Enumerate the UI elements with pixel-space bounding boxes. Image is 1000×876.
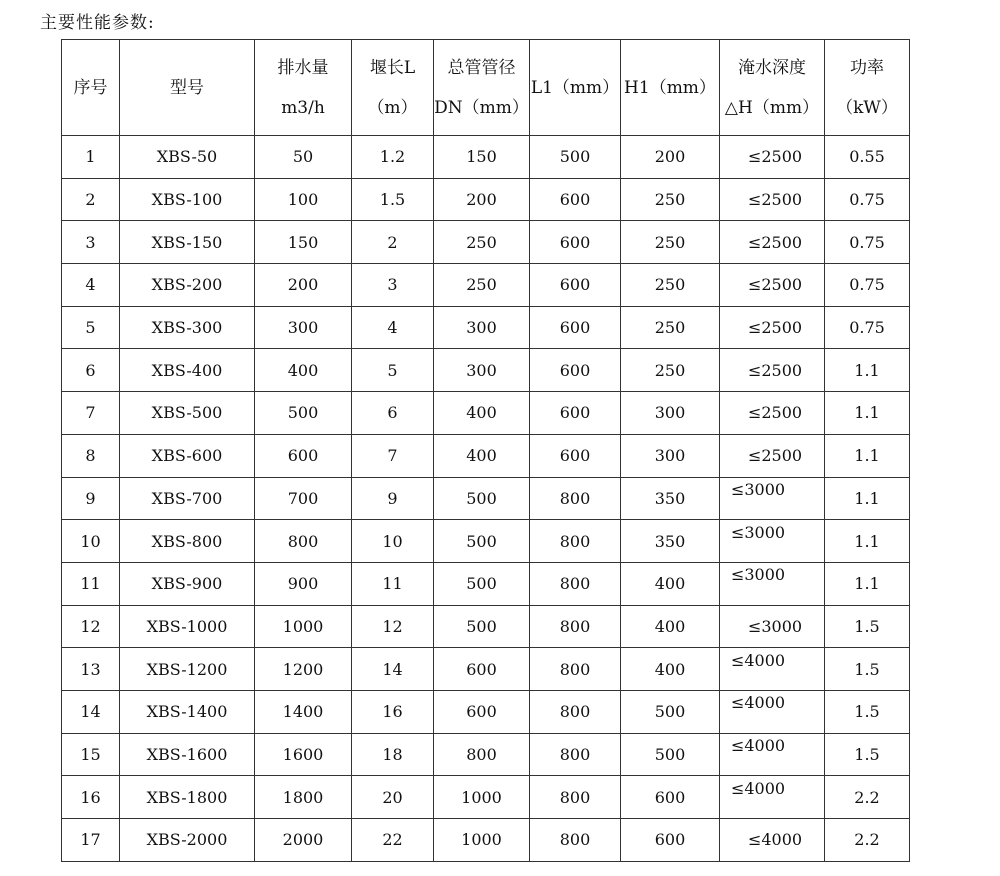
table-row xyxy=(62,648,910,691)
cell-h1: 600 xyxy=(621,776,720,819)
cell-no: 17 xyxy=(62,819,120,862)
cell-submerge-depth: ≤2500 xyxy=(720,349,825,392)
cell-submerge-depth: ≤4000 xyxy=(720,776,825,819)
header-l1: L1（mm） xyxy=(530,40,621,136)
cell-flow: 900 xyxy=(255,562,352,605)
cell-flow: 2000 xyxy=(255,819,352,862)
cell-no: 12 xyxy=(62,605,120,648)
cell-main-pipe-dn: 500 xyxy=(434,520,530,563)
table-row xyxy=(62,264,910,307)
cell-no: 3 xyxy=(62,221,120,264)
cell-model: XBS-400 xyxy=(120,349,255,392)
cell-l1: 600 xyxy=(530,221,621,264)
cell-weir-length: 14 xyxy=(352,648,434,691)
cell-h1: 250 xyxy=(621,178,720,221)
cell-power: 1.1 xyxy=(825,520,910,563)
cell-weir-length: 5 xyxy=(352,349,434,392)
cell-main-pipe-dn: 500 xyxy=(434,562,530,605)
cell-submerge-depth: ≤4000 xyxy=(720,648,825,691)
cell-weir-length: 20 xyxy=(352,776,434,819)
cell-h1: 250 xyxy=(621,306,720,349)
cell-weir-length: 18 xyxy=(352,733,434,776)
cell-power: 0.75 xyxy=(825,221,910,264)
cell-no: 8 xyxy=(62,434,120,477)
header-main-pipe-dn: 总管管径 DN（mm） xyxy=(434,40,530,136)
cell-flow: 150 xyxy=(255,221,352,264)
cell-submerge-depth: ≤2500 xyxy=(720,434,825,477)
cell-flow: 500 xyxy=(255,392,352,435)
table-row xyxy=(62,520,910,563)
table-row xyxy=(62,477,910,520)
cell-model: XBS-1200 xyxy=(120,648,255,691)
cell-l1: 800 xyxy=(530,690,621,733)
cell-power: 0.75 xyxy=(825,306,910,349)
cell-submerge-depth: ≤4000 xyxy=(720,733,825,776)
cell-h1: 250 xyxy=(621,349,720,392)
cell-main-pipe-dn: 300 xyxy=(434,306,530,349)
cell-weir-length: 4 xyxy=(352,306,434,349)
cell-main-pipe-dn: 600 xyxy=(434,648,530,691)
cell-flow: 600 xyxy=(255,434,352,477)
cell-model: XBS-900 xyxy=(120,562,255,605)
cell-l1: 500 xyxy=(530,136,621,179)
cell-weir-length: 10 xyxy=(352,520,434,563)
cell-flow: 400 xyxy=(255,349,352,392)
cell-submerge-depth: ≤2500 xyxy=(720,306,825,349)
performance-table xyxy=(61,39,910,862)
cell-model: XBS-50 xyxy=(120,136,255,179)
table-row xyxy=(62,434,910,477)
cell-model: XBS-1800 xyxy=(120,776,255,819)
cell-h1: 350 xyxy=(621,477,720,520)
cell-flow: 1000 xyxy=(255,605,352,648)
cell-main-pipe-dn: 250 xyxy=(434,221,530,264)
cell-h1: 600 xyxy=(621,819,720,862)
cell-no: 4 xyxy=(62,264,120,307)
cell-no: 9 xyxy=(62,477,120,520)
cell-power: 1.1 xyxy=(825,562,910,605)
cell-no: 14 xyxy=(62,690,120,733)
cell-flow: 1800 xyxy=(255,776,352,819)
cell-flow: 200 xyxy=(255,264,352,307)
cell-h1: 300 xyxy=(621,392,720,435)
cell-flow: 700 xyxy=(255,477,352,520)
table-row xyxy=(62,605,910,648)
cell-l1: 800 xyxy=(530,477,621,520)
cell-h1: 500 xyxy=(621,733,720,776)
cell-l1: 600 xyxy=(530,178,621,221)
cell-h1: 250 xyxy=(621,221,720,264)
cell-l1: 800 xyxy=(530,776,621,819)
cell-submerge-depth: ≤3000 xyxy=(720,605,825,648)
cell-weir-length: 9 xyxy=(352,477,434,520)
cell-l1: 800 xyxy=(530,605,621,648)
cell-submerge-depth: ≤4000 xyxy=(720,819,825,862)
cell-l1: 800 xyxy=(530,733,621,776)
cell-weir-length: 7 xyxy=(352,434,434,477)
cell-submerge-depth: ≤2500 xyxy=(720,221,825,264)
cell-flow: 300 xyxy=(255,306,352,349)
header-weir-length: 堰长L （m） xyxy=(352,40,434,136)
cell-no: 16 xyxy=(62,776,120,819)
cell-h1: 400 xyxy=(621,562,720,605)
cell-main-pipe-dn: 300 xyxy=(434,349,530,392)
cell-l1: 600 xyxy=(530,349,621,392)
cell-power: 0.75 xyxy=(825,178,910,221)
cell-flow: 800 xyxy=(255,520,352,563)
cell-main-pipe-dn: 400 xyxy=(434,434,530,477)
table-row xyxy=(62,562,910,605)
cell-h1: 300 xyxy=(621,434,720,477)
cell-no: 7 xyxy=(62,392,120,435)
cell-flow: 50 xyxy=(255,136,352,179)
cell-h1: 400 xyxy=(621,605,720,648)
cell-power: 1.5 xyxy=(825,690,910,733)
cell-main-pipe-dn: 400 xyxy=(434,392,530,435)
cell-h1: 500 xyxy=(621,690,720,733)
cell-main-pipe-dn: 500 xyxy=(434,477,530,520)
cell-no: 15 xyxy=(62,733,120,776)
cell-weir-length: 6 xyxy=(352,392,434,435)
cell-model: XBS-700 xyxy=(120,477,255,520)
cell-flow: 1600 xyxy=(255,733,352,776)
cell-h1: 350 xyxy=(621,520,720,563)
cell-power: 2.2 xyxy=(825,819,910,862)
table-row xyxy=(62,306,910,349)
cell-power: 0.75 xyxy=(825,264,910,307)
header-h1: H1（mm） xyxy=(621,40,720,136)
cell-weir-length: 2 xyxy=(352,221,434,264)
cell-submerge-depth: ≤4000 xyxy=(720,690,825,733)
cell-h1: 200 xyxy=(621,136,720,179)
cell-main-pipe-dn: 800 xyxy=(434,733,530,776)
cell-flow: 1200 xyxy=(255,648,352,691)
table-row xyxy=(62,349,910,392)
cell-h1: 250 xyxy=(621,264,720,307)
cell-weir-length: 12 xyxy=(352,605,434,648)
table-row xyxy=(62,819,910,862)
cell-main-pipe-dn: 150 xyxy=(434,136,530,179)
cell-h1: 400 xyxy=(621,648,720,691)
section-caption: 主要性能参数: xyxy=(40,13,155,33)
cell-l1: 600 xyxy=(530,434,621,477)
header-flow: 排水量 m3/h xyxy=(255,40,352,136)
cell-no: 1 xyxy=(62,136,120,179)
cell-no: 13 xyxy=(62,648,120,691)
table-header-row xyxy=(62,40,910,136)
cell-model: XBS-150 xyxy=(120,221,255,264)
cell-power: 1.5 xyxy=(825,733,910,776)
cell-l1: 800 xyxy=(530,648,621,691)
cell-no: 6 xyxy=(62,349,120,392)
header-submerge-depth: 淹水深度 △H（mm） xyxy=(720,40,825,136)
cell-weir-length: 1.2 xyxy=(352,136,434,179)
cell-model: XBS-800 xyxy=(120,520,255,563)
cell-main-pipe-dn: 1000 xyxy=(434,776,530,819)
cell-l1: 800 xyxy=(530,819,621,862)
cell-power: 0.55 xyxy=(825,136,910,179)
cell-flow: 100 xyxy=(255,178,352,221)
cell-submerge-depth: ≤3000 xyxy=(720,520,825,563)
cell-submerge-depth: ≤2500 xyxy=(720,136,825,179)
cell-weir-length: 3 xyxy=(352,264,434,307)
cell-l1: 600 xyxy=(530,306,621,349)
cell-no: 5 xyxy=(62,306,120,349)
cell-l1: 800 xyxy=(530,520,621,563)
cell-model: XBS-300 xyxy=(120,306,255,349)
cell-power: 1.1 xyxy=(825,434,910,477)
table-row xyxy=(62,178,910,221)
cell-power: 2.2 xyxy=(825,776,910,819)
cell-model: XBS-100 xyxy=(120,178,255,221)
cell-main-pipe-dn: 200 xyxy=(434,178,530,221)
cell-model: XBS-1400 xyxy=(120,690,255,733)
cell-power: 1.1 xyxy=(825,392,910,435)
cell-model: XBS-1600 xyxy=(120,733,255,776)
cell-submerge-depth: ≤3000 xyxy=(720,562,825,605)
cell-weir-length: 16 xyxy=(352,690,434,733)
table-body xyxy=(62,136,910,862)
cell-power: 1.5 xyxy=(825,605,910,648)
cell-model: XBS-2000 xyxy=(120,819,255,862)
cell-power: 1.5 xyxy=(825,648,910,691)
table-row xyxy=(62,690,910,733)
cell-main-pipe-dn: 500 xyxy=(434,605,530,648)
header-model: 型号 xyxy=(120,40,255,136)
cell-main-pipe-dn: 1000 xyxy=(434,819,530,862)
cell-submerge-depth: ≤2500 xyxy=(720,392,825,435)
cell-l1: 600 xyxy=(530,392,621,435)
cell-submerge-depth: ≤3000 xyxy=(720,477,825,520)
cell-submerge-depth: ≤2500 xyxy=(720,264,825,307)
cell-power: 1.1 xyxy=(825,349,910,392)
cell-model: XBS-200 xyxy=(120,264,255,307)
table-row xyxy=(62,733,910,776)
table-row xyxy=(62,392,910,435)
header-power: 功率 （kW） xyxy=(825,40,910,136)
cell-power: 1.1 xyxy=(825,477,910,520)
cell-no: 11 xyxy=(62,562,120,605)
cell-weir-length: 11 xyxy=(352,562,434,605)
cell-flow: 1400 xyxy=(255,690,352,733)
table-row xyxy=(62,136,910,179)
cell-weir-length: 22 xyxy=(352,819,434,862)
cell-model: XBS-500 xyxy=(120,392,255,435)
table-row xyxy=(62,776,910,819)
cell-submerge-depth: ≤2500 xyxy=(720,178,825,221)
cell-main-pipe-dn: 250 xyxy=(434,264,530,307)
cell-model: XBS-1000 xyxy=(120,605,255,648)
cell-no: 10 xyxy=(62,520,120,563)
cell-weir-length: 1.5 xyxy=(352,178,434,221)
cell-l1: 600 xyxy=(530,264,621,307)
cell-no: 2 xyxy=(62,178,120,221)
cell-main-pipe-dn: 600 xyxy=(434,690,530,733)
cell-model: XBS-600 xyxy=(120,434,255,477)
header-no: 序号 xyxy=(62,40,120,136)
table-row xyxy=(62,221,910,264)
cell-l1: 800 xyxy=(530,562,621,605)
